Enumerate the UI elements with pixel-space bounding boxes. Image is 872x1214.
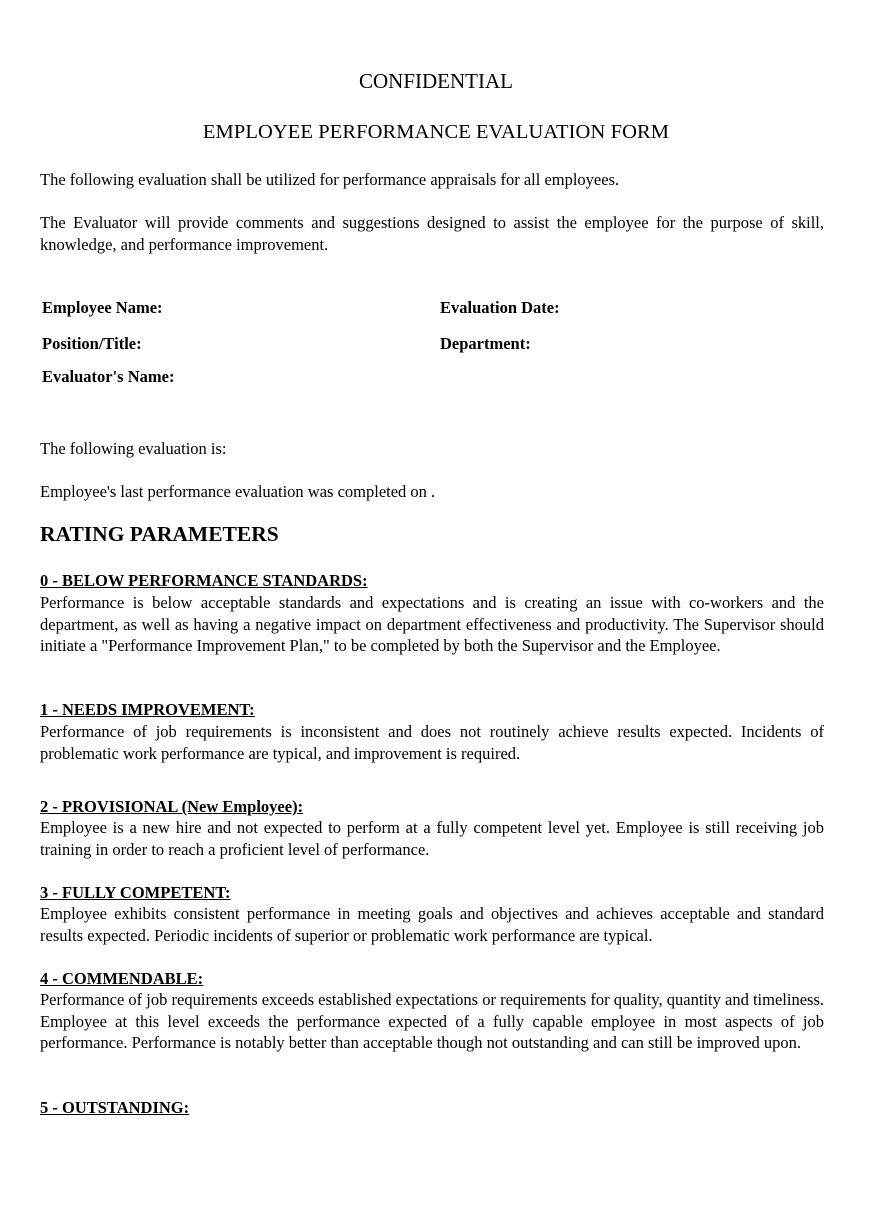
confidential-label: CONFIDENTIAL: [359, 69, 513, 93]
rating-2-description: Employee is a new hire and not expected to perform at a fully competent level yet. Employee is still receiving job training in order to reach a proficient level of performance.: [40, 818, 824, 859]
evaluation-type-text: The following evaluation is:: [40, 439, 227, 458]
rating-4-title: 4 - COMMENDABLE:: [40, 969, 204, 988]
form-title: EMPLOYEE PERFORMANCE EVALUATION FORM: [202, 121, 670, 143]
rating-0-title: 0 - BELOW PERFORMANCE STANDARDS:: [40, 571, 368, 590]
intro-paragraph-1: The following evaluation shall be utilized for performance appraisals for all employees.: [40, 170, 620, 189]
rating-2-title: 2 - PROVISIONAL (New Employee):: [40, 797, 304, 816]
evaluator-name-label: Evaluator's Name:: [42, 367, 175, 386]
rating-0-description: Performance is below acceptable standards and expectations and is creating an issue with co-workers and the department, as well as having a negative impact on department effectiveness and productivity. The Supervisor should initiate a "Performance Improvement Plan," to be completed by both the Supervisor and the Employee.: [40, 593, 824, 655]
rating-5-title: 5 - OUTSTANDING:: [40, 1098, 190, 1117]
rating-3-title: 3 - FULLY COMPETENT:: [40, 883, 231, 902]
department-label: Department:: [440, 334, 531, 353]
intro-paragraph-2: The Evaluator will provide comments and suggestions designed to assist the employee for the purpose of skill, knowledge, and performance improvement.: [40, 213, 824, 254]
last-evaluation-text: Employee's last performance evaluation was completed on .: [40, 482, 436, 501]
rating-parameters-heading: RATING PARAMETERS: [40, 522, 279, 546]
evaluation-date-label: Evaluation Date:: [440, 298, 560, 317]
position-title-label: Position/Title:: [42, 334, 142, 353]
rating-1-description: Performance of job requirements is inconsistent and does not routinely achieve results expected. Incidents of problematic work performance are typical, and improvement is required.: [40, 722, 824, 763]
rating-3-description: Employee exhibits consistent performance in meeting goals and objectives and achieves acceptable and standard results expected. Periodic incidents of superior or problematic work performance are typical.: [40, 904, 824, 945]
rating-4-description: Performance of job requirements exceeds established expectations or requirements for quality, quantity and timeliness. Employee at this level exceeds the performance expected of a fully capable employee in most aspects of job performance. Performance is notably better than acceptable though not outstanding and can still be improved upon.: [40, 990, 824, 1052]
employee-name-label: Employee Name:: [42, 298, 163, 317]
rating-1-title: 1 - NEEDS IMPROVEMENT:: [40, 700, 255, 719]
